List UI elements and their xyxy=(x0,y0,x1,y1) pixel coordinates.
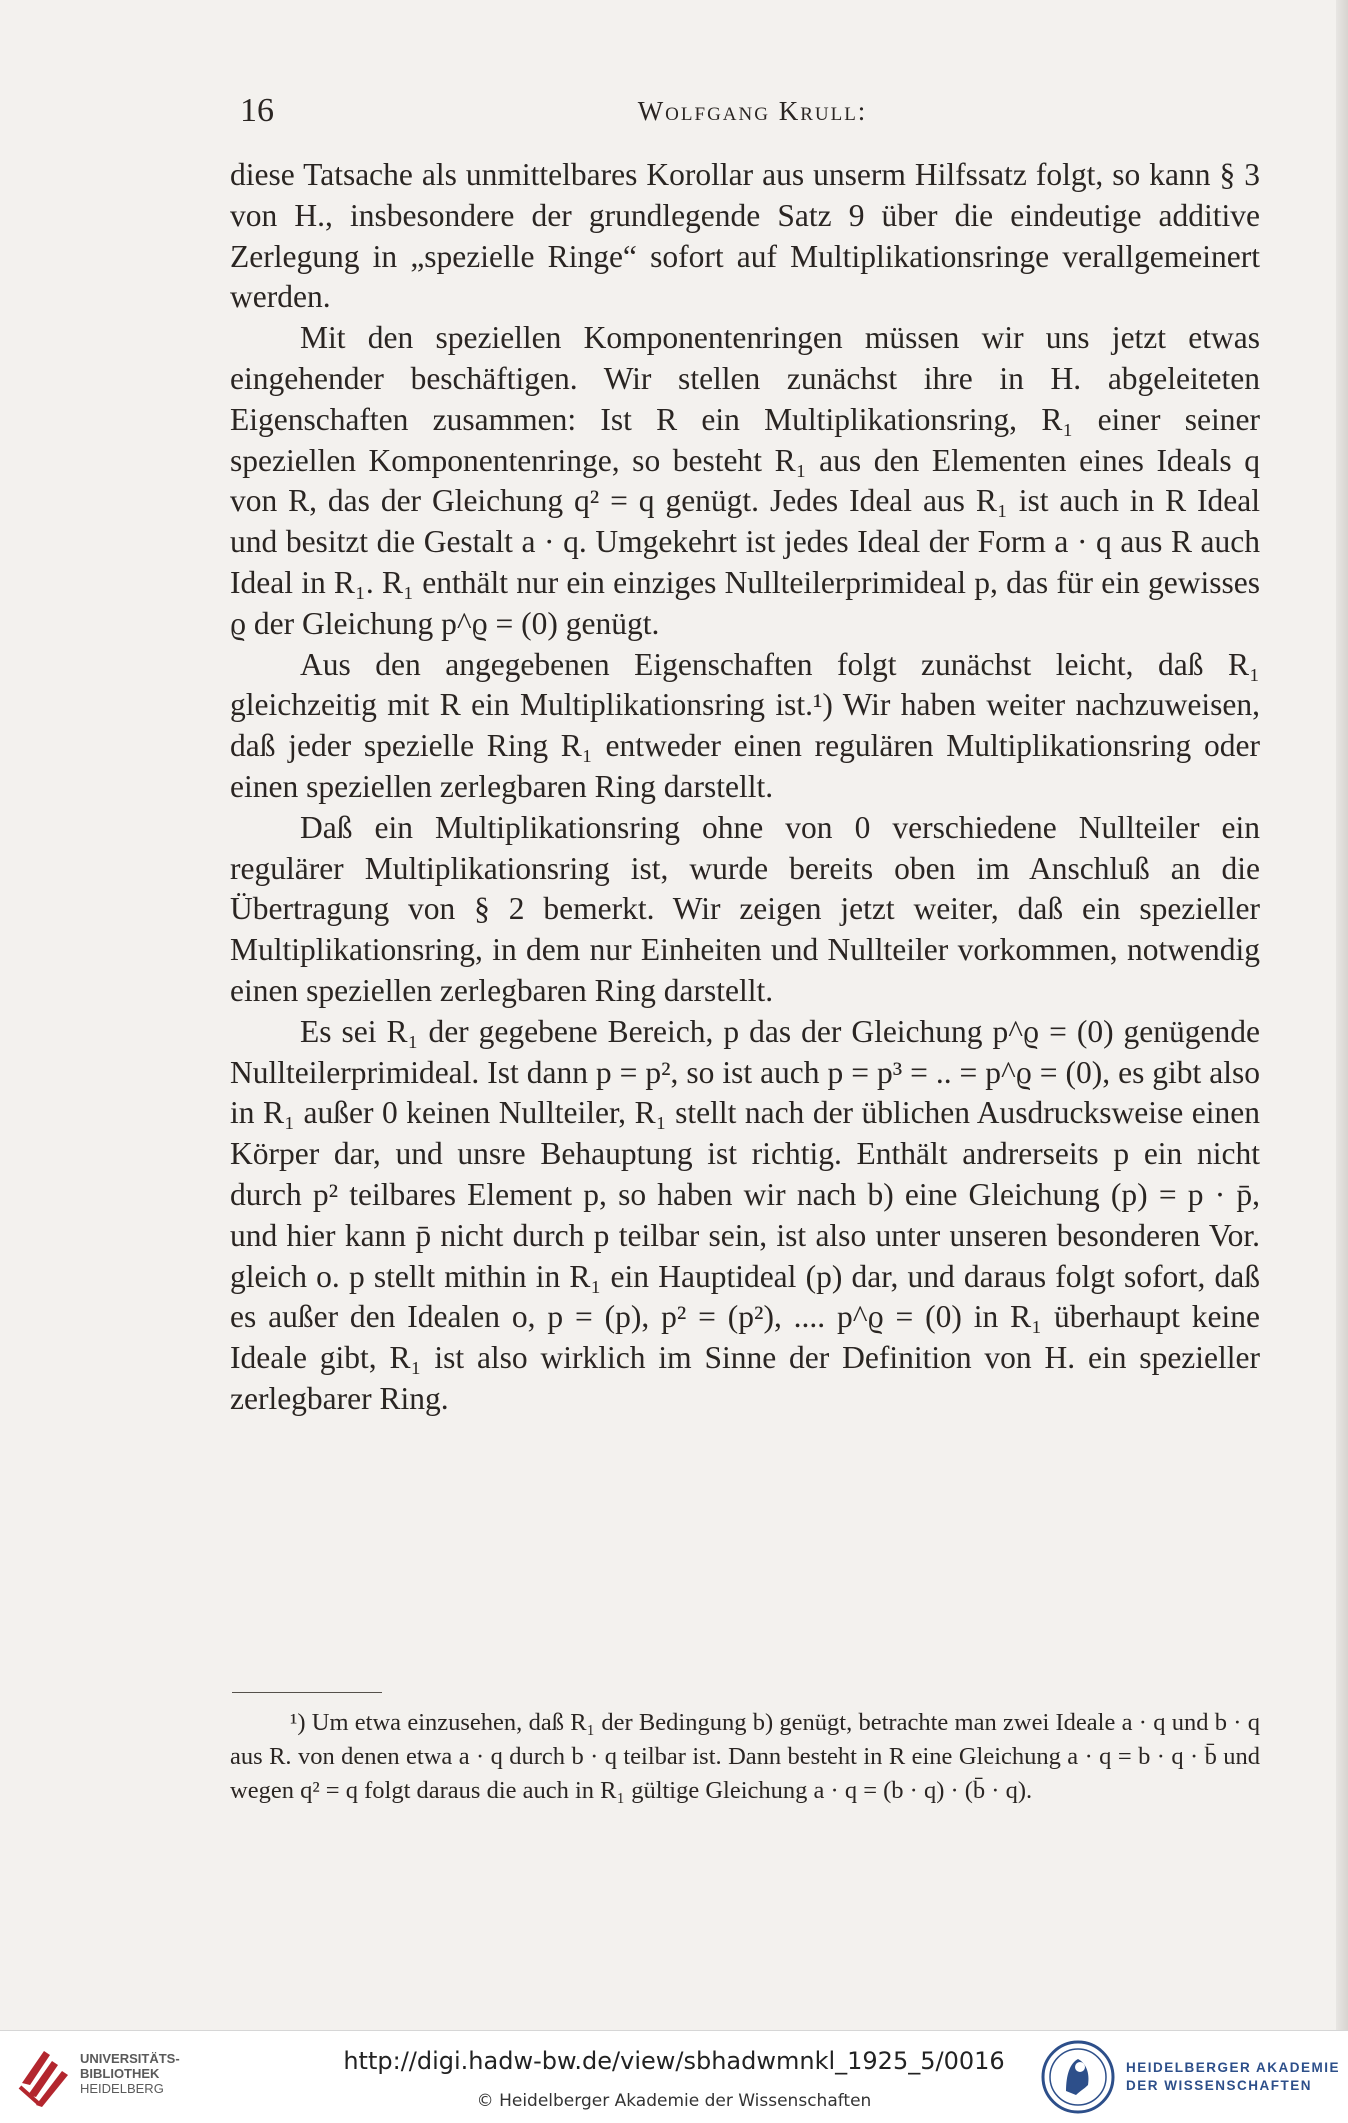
copyright-text: © Heidelberger Akademie der Wissenschaften xyxy=(476,2091,872,2111)
paragraph-3: Aus den angegebenen Eigenschaften folgt zunächst leicht, daß R₁ gleichzeitig mit R ein Multiplikationsring ist.¹) Wir haben weiter nachzuweisen, daß jeder spezielle Ring R₁ entweder einen regulären Multiplikationsring oder einen speziellen zerlegbaren Ring darstellt. xyxy=(230,646,1260,804)
body-text xyxy=(230,155,1260,1420)
paragraph-4: Daß ein Multiplikationsring ohne von 0 verschiedene Nullteiler ein regulärer Multiplikationsring ist, wurde bereits oben im Anschluß an die Übertragung von § 2 bemerkt. Wir zeigen jetzt weiter, daß ein spezieller Multiplikationsring, in dem nur Einheiten und Nullteiler vorkommen, notwendig einen speziellen zerlegbaren Ring darstellt. xyxy=(230,809,1260,1008)
page-url-link[interactable]: http://digi.hadw-bw.de/view/sbhadwmnkl_1925_5/0016 xyxy=(343,2047,1005,2075)
paragraph-1: diese Tatsache als unmittelbares Korollar aus unserm Hilfssatz folgt, so kann § 3 von H., insbesondere der grundlegende Satz 9 über die eindeutige additive Zerlegung in „spezielle Ringe“ sofort auf Multiplikationsringe verallgemeinert werden. xyxy=(230,157,1260,315)
running-head: Wolfgang Krull: xyxy=(637,96,868,126)
footnote-1: ¹) Um etwa einzusehen, daß R₁ der Bedingung b) genügt, betrachte man zwei Ideale a · q und b · q aus R. von denen etwa a · q durch b · q teilbar ist. Dann besteht in R eine Gleichung a · q = b · q · b̄ und wegen q² = q folgt daraus die auch in R₁ gültige Gleichung a · q = (b · q) · (b̄ · q). xyxy=(230,1709,1260,1804)
page-edge-shadow xyxy=(1336,0,1348,2030)
academy-seal-icon[interactable] xyxy=(1040,2039,1116,2115)
academy-name-line-2: DER WISSENSCHAFTEN xyxy=(1126,2078,1313,2093)
academy-name-line-1: HEIDELBERGER AKADEMIE xyxy=(1126,2060,1341,2075)
library-name-line-3: HEIDELBERG xyxy=(80,2081,164,2096)
library-name-line-2: BIBLIOTHEK xyxy=(80,2066,160,2081)
footnotes xyxy=(230,1706,1260,1808)
page-number: 16 xyxy=(240,92,274,129)
footnote-divider xyxy=(232,1692,382,1693)
academy-name xyxy=(1126,2059,1340,2095)
library-name-line-1: UNIVERSITÄTS- xyxy=(80,2051,180,2066)
paragraph-5: Es sei R₁ der gegebene Bereich, p das der Gleichung p^ϱ = (0) genügende Nullteilerprimideal. Ist dann p = p², so ist auch p = p³ = .. = p^ϱ = (0), es gibt also in R₁ außer 0 keinen Nullteiler, R₁ stellt nach der üblichen Ausdrucksweise einen Körper dar, und unsre Behauptung ist richtig. Enthält andrerseits p ein nicht durch p² teilbares Element p, so haben wir nach b) eine Gleichung (p) = p · p̄, und hier kann p̄ nicht durch p teilbar sein, ist also unter unseren besonderen Vor. gleich o. p stellt mithin in R₁ ein Hauptideal (p) dar, und daraus folgt sofort, daß es außer den Idealen o, p = (p), p² = (p²), .... p^ϱ = (0) in R₁ überhaupt keine Ideale gibt, R₁ ist also wirklich im Sinne der Definition von H. ein spezieller zerlegbarer Ring. xyxy=(230,1013,1260,1416)
page-header xyxy=(240,92,1265,132)
paragraph-2: Mit den speziellen Komponentenringen müssen wir uns jetzt etwas eingehender beschäftigen. Wir stellen zunächst ihre in H. abgeleiteten Eigenschaften zusammen: Ist R ein Multiplikationsring, R₁ einer seiner speziellen Komponentenringe, so besteht R₁ aus den Elementen eines Ideals q von R, das der Gleichung q² = q genügt. Jedes Ideal aus R₁ ist auch in R Ideal und besitzt die Gestalt a · q. Umgekehrt ist jedes Ideal der Form a · q aus R auch Ideal in R₁. R₁ enthält nur ein einziges Nullteilerprimideal p, das für ein gewisses ϱ der Gleichung p^ϱ = (0) genügt. xyxy=(230,320,1260,641)
viewer-footer xyxy=(0,2030,1348,2123)
